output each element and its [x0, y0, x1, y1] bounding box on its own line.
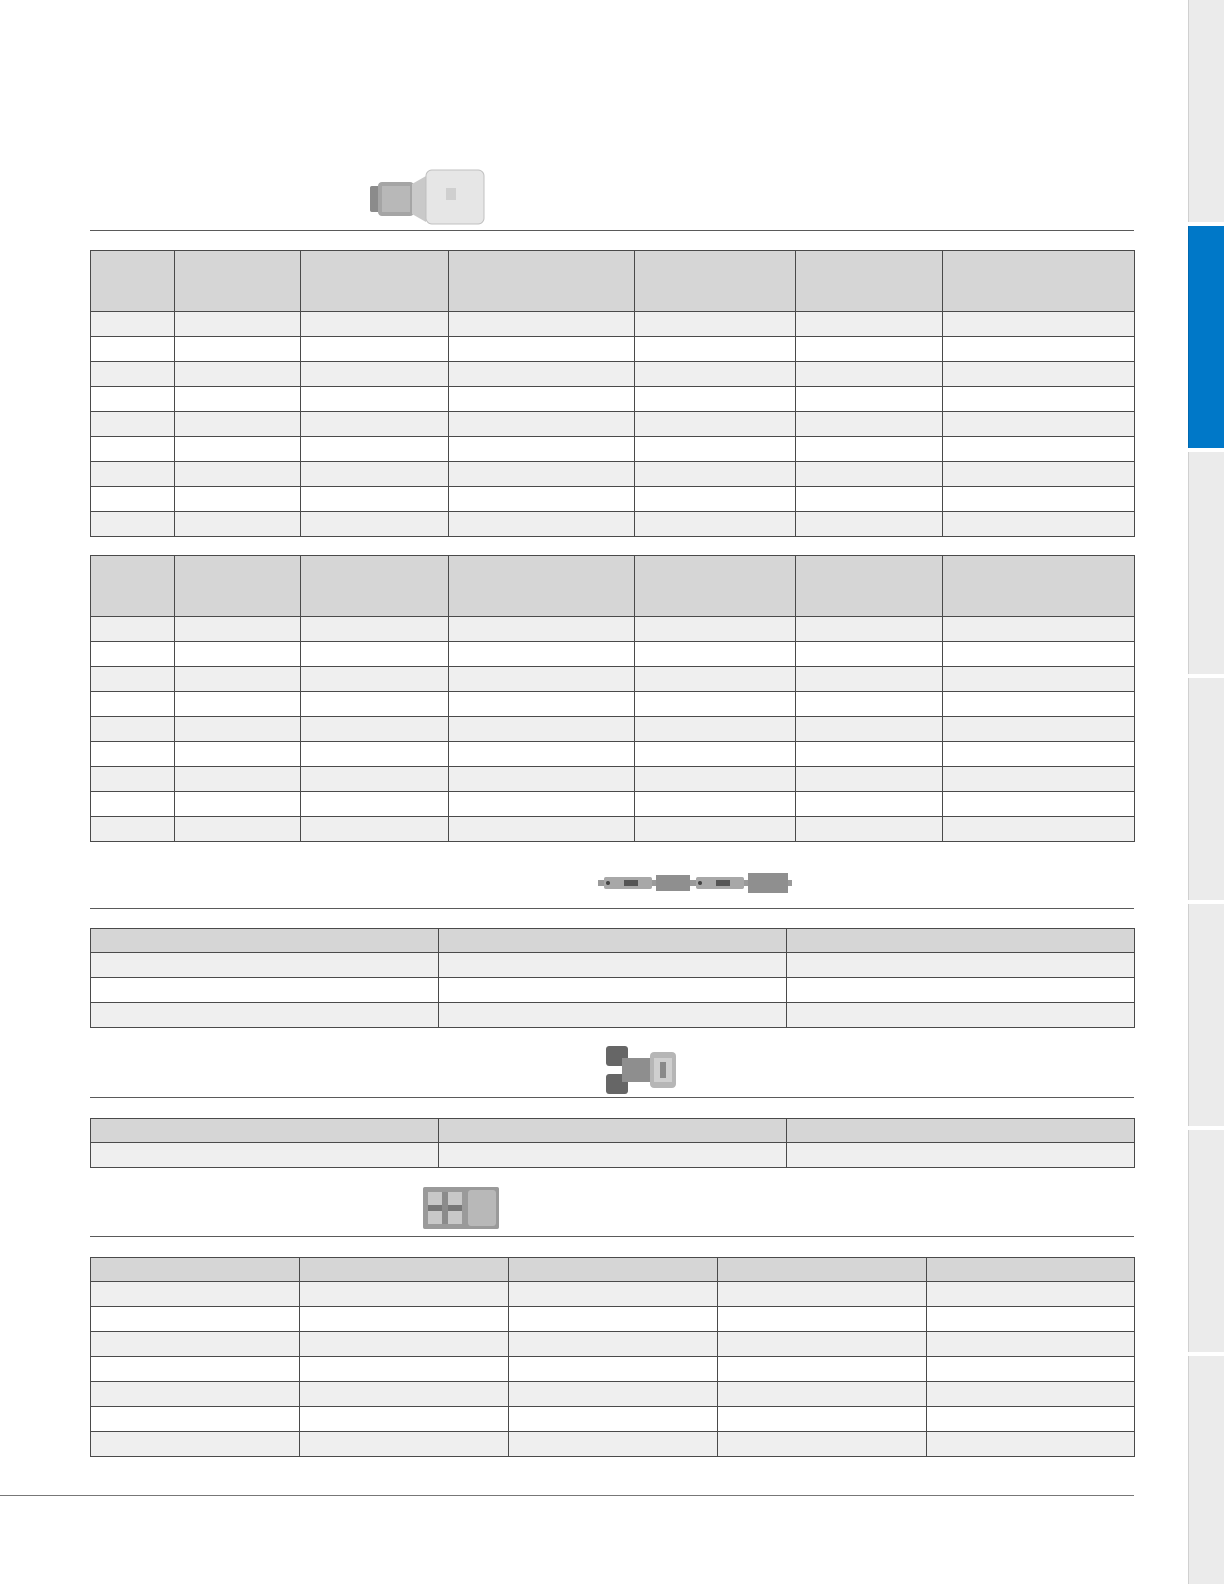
table-row: [91, 1332, 1135, 1357]
table-row: [91, 978, 1135, 1003]
table-row: [91, 1432, 1135, 1457]
section-divider: [90, 1097, 1134, 1098]
spec-table-2: [90, 555, 1135, 842]
footer-rule: [0, 1495, 1134, 1496]
spec-table-1: [90, 250, 1135, 537]
spec-table-3: [90, 928, 1135, 1028]
side-tab-6[interactable]: [1188, 1130, 1224, 1352]
table-row: [91, 1382, 1135, 1407]
table-row: [91, 387, 1135, 412]
section-divider: [90, 908, 1134, 909]
table-row: [91, 437, 1135, 462]
table-header-row: [91, 1119, 1135, 1143]
table-row: [91, 692, 1135, 717]
table-row: [91, 362, 1135, 387]
table-header-row: [91, 929, 1135, 953]
section-divider: [90, 1236, 1134, 1237]
insulated-quick-disconnect-icon: [368, 166, 488, 228]
table-row: [91, 487, 1135, 512]
side-tab-3[interactable]: [1188, 452, 1224, 674]
table-row: [91, 642, 1135, 667]
table-row: [91, 1282, 1135, 1307]
flag-receptacle-icon: [604, 1044, 680, 1096]
table-row: [91, 617, 1135, 642]
table-row: [91, 312, 1135, 337]
table-row: [91, 462, 1135, 487]
side-tab-4[interactable]: [1188, 678, 1224, 900]
receptacle-icon: [422, 1186, 500, 1230]
side-tab-2-active[interactable]: [1188, 226, 1224, 448]
table-row: [91, 1357, 1135, 1382]
table-row: [91, 667, 1135, 692]
table-row: [91, 767, 1135, 792]
table-row: [91, 1003, 1135, 1028]
spec-table-4: [90, 1118, 1135, 1168]
spec-table-5: [90, 1257, 1135, 1457]
side-tab-strip: [1188, 0, 1224, 1584]
table-row: [91, 1143, 1135, 1168]
terminal-strip-icon: [598, 870, 792, 898]
section-divider: [90, 230, 1134, 231]
table-row: [91, 412, 1135, 437]
table-row: [91, 337, 1135, 362]
table-row: [91, 717, 1135, 742]
table-header-row: [91, 1258, 1135, 1282]
table-row: [91, 742, 1135, 767]
table-row: [91, 1407, 1135, 1432]
table-row: [91, 817, 1135, 842]
table-header-row: [91, 556, 1135, 617]
table-row: [91, 953, 1135, 978]
table-row: [91, 792, 1135, 817]
side-tab-1[interactable]: [1188, 0, 1224, 222]
table-header-row: [91, 251, 1135, 312]
side-tab-7[interactable]: [1188, 1356, 1224, 1584]
table-row: [91, 512, 1135, 537]
side-tab-5[interactable]: [1188, 904, 1224, 1126]
table-row: [91, 1307, 1135, 1332]
